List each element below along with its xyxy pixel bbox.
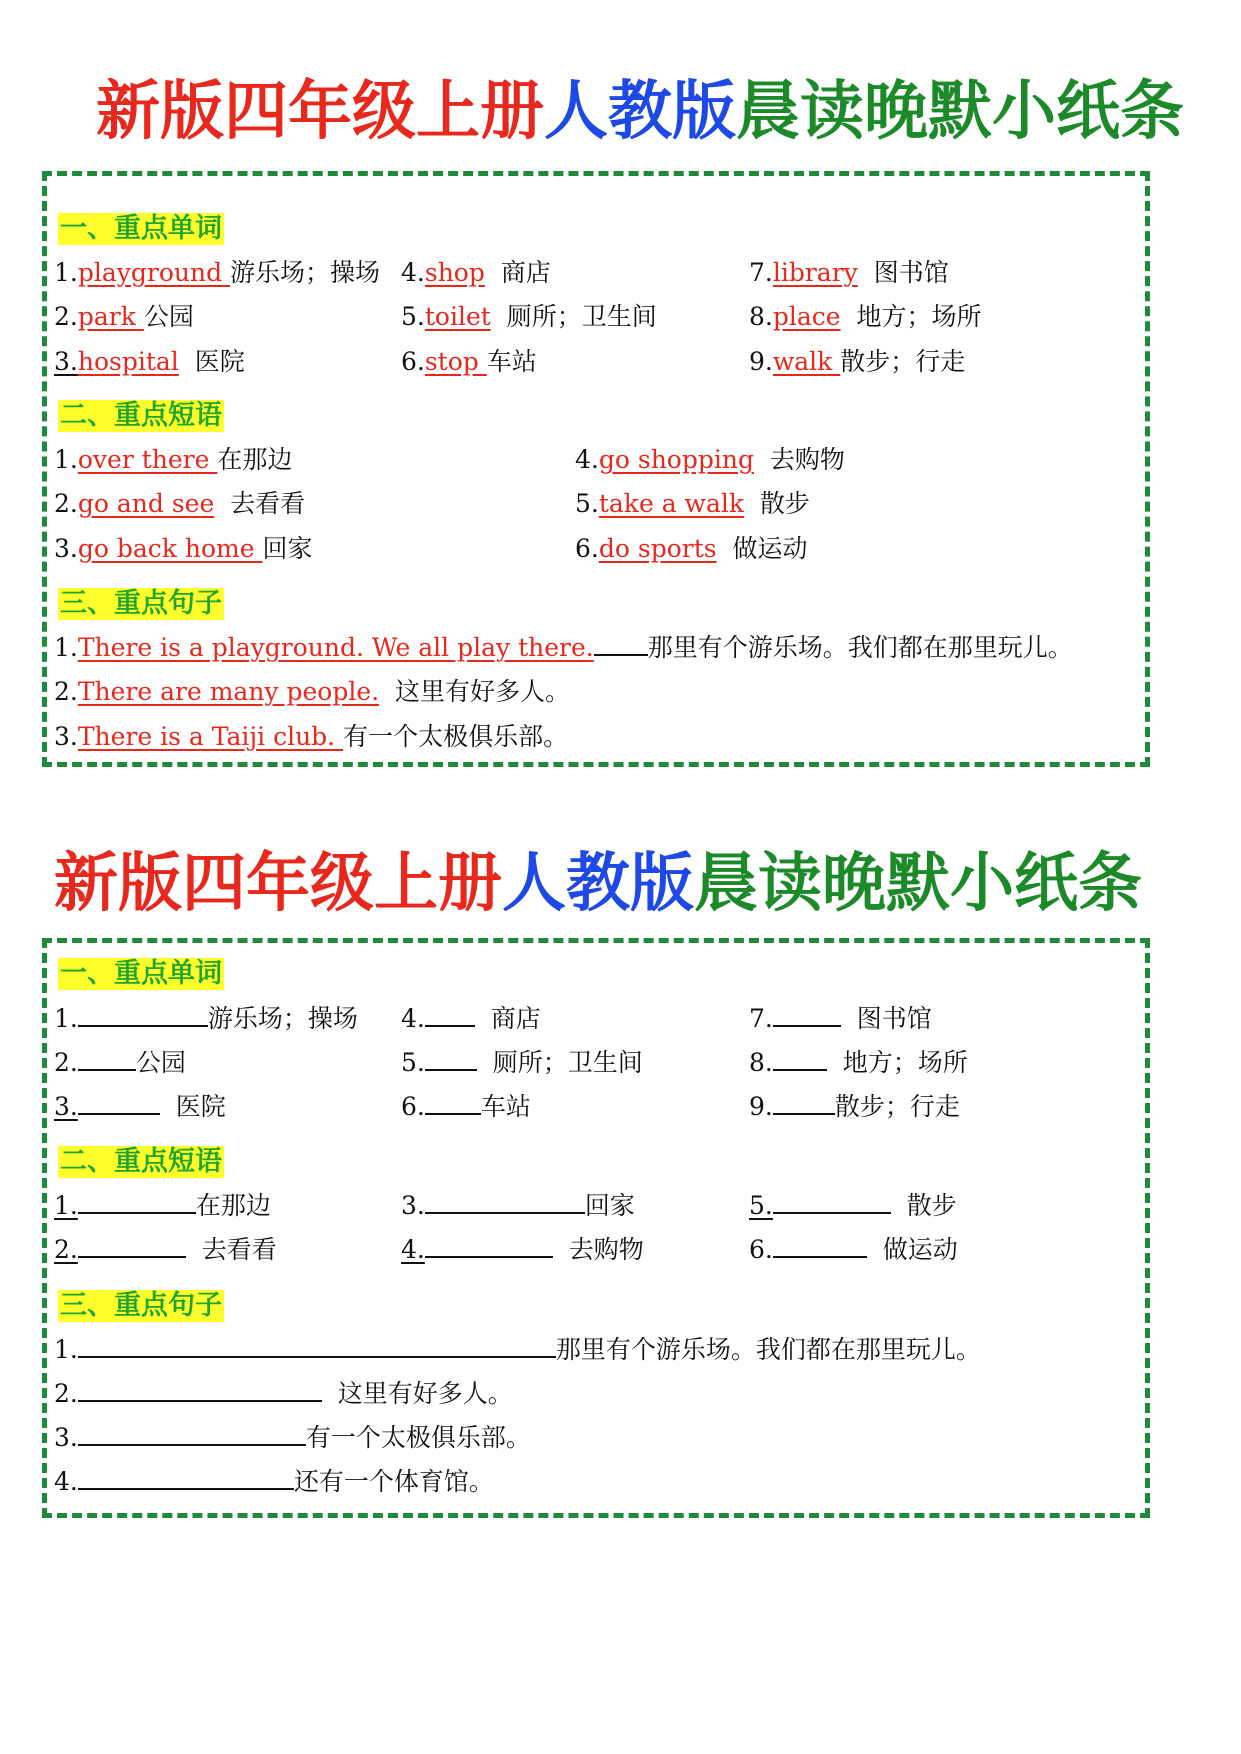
item-number: 4. [401, 258, 425, 287]
section-heading-sentences: 三、重点句子 [60, 588, 222, 619]
fill-in-blank [425, 1234, 553, 1258]
blank-sentence-item [54, 1465, 494, 1499]
chinese-meaning: 地方；场所 [856, 302, 982, 331]
item-number: 4. [401, 1004, 425, 1033]
item-number: 9. [749, 1092, 773, 1121]
chinese-meaning: 去看看 [230, 489, 306, 518]
english-answer: park [77, 302, 144, 331]
chinese-meaning: 这里有好多人。 [395, 677, 571, 706]
chinese-meaning: 图书馆 [873, 258, 949, 287]
blank-sentence-item [54, 1377, 513, 1411]
page-title-top [96, 75, 1184, 149]
english-answer: over there [77, 445, 218, 474]
item-number: 6. [401, 1092, 425, 1121]
item-number: 5. [575, 489, 599, 518]
chinese-meaning: 去看看 [201, 1235, 277, 1264]
item-number: 2. [54, 302, 78, 331]
word-item [749, 345, 965, 379]
english-answer: There are many people. [77, 677, 380, 706]
blank-word-item [54, 1002, 358, 1036]
item-number: 3. [54, 722, 78, 751]
chinese-meaning: 厕所；卫生间 [492, 1048, 643, 1077]
chinese-meaning: 回家 [584, 1191, 635, 1220]
section-heading-phrases: 二、重点短语 [60, 400, 222, 431]
sentence-item [54, 720, 568, 754]
blank-word-item [401, 1002, 541, 1036]
item-number: 1. [54, 1335, 78, 1364]
title-part-green: 晨读晚默小纸条 [736, 75, 1184, 149]
blank-phrase-item [749, 1233, 958, 1267]
blank-word-item [401, 1046, 643, 1080]
chinese-meaning: 还有一个体育馆。 [293, 1467, 494, 1496]
item-number: 4. [401, 1235, 425, 1264]
blank-word-item [54, 1090, 226, 1124]
chinese-meaning: 厕所；卫生间 [506, 302, 657, 331]
blank-sentence-item [54, 1421, 531, 1455]
chinese-meaning: 游乐场；操场 [230, 258, 381, 287]
fill-in-blank [425, 1047, 477, 1071]
item-number: 3. [54, 534, 78, 563]
english-answer: place [772, 302, 841, 331]
chinese-meaning: 商店 [500, 258, 551, 287]
chinese-meaning: 图书馆 [856, 1004, 932, 1033]
fill-in-blank [78, 1422, 306, 1446]
word-item [401, 256, 551, 290]
blank-word-item [401, 1090, 531, 1124]
fill-in-blank [78, 1091, 160, 1115]
item-number: 8. [749, 302, 773, 331]
item-number: 1. [54, 633, 78, 662]
word-item [401, 300, 657, 334]
item-number: 2. [54, 677, 78, 706]
chinese-meaning: 那里有个游乐场。我们都在那里玩儿。 [647, 633, 1073, 662]
phrase-item [575, 532, 808, 566]
fill-in-blank [78, 1047, 136, 1071]
item-number: 6. [575, 534, 599, 563]
item-number: 5. [749, 1191, 773, 1220]
chinese-meaning: 那里有个游乐场。我们都在那里玩儿。 [555, 1335, 981, 1364]
item-number: 4. [575, 445, 599, 474]
item-number: 1. [54, 1004, 78, 1033]
word-item [749, 256, 949, 290]
section-heading-words: 一、重点单词 [60, 213, 222, 244]
phrase-item [54, 487, 305, 521]
english-answer: stop [424, 347, 487, 376]
item-number: 2. [54, 1235, 78, 1264]
title-part-blue: 人教版 [502, 847, 694, 921]
chinese-meaning: 在那边 [195, 1191, 271, 1220]
item-number: 1. [54, 258, 78, 287]
fill-in-blank [773, 1091, 835, 1115]
chinese-meaning: 车站 [486, 347, 537, 376]
item-number: 5. [401, 302, 425, 331]
blank-phrase-item [401, 1189, 635, 1223]
title-part-red: 新版四年级上册 [96, 75, 544, 149]
chinese-meaning: 散步；行走 [840, 347, 966, 376]
section-heading-phrases: 二、重点短语 [60, 1146, 222, 1177]
english-answer: walk [772, 347, 841, 376]
word-item [401, 345, 537, 379]
english-answer: hospital [77, 347, 179, 376]
english-answer: take a walk [598, 489, 745, 518]
fill-in-blank [78, 1378, 322, 1402]
phrase-item [575, 443, 845, 477]
word-item [54, 256, 380, 290]
title-part-red: 新版四年级上册 [54, 847, 502, 921]
item-number: 7. [749, 258, 773, 287]
item-number: 3. [54, 347, 78, 376]
chinese-meaning: 公园 [143, 302, 194, 331]
chinese-meaning: 地方；场所 [842, 1048, 968, 1077]
word-item [749, 300, 981, 334]
english-answer: shop [424, 258, 485, 287]
chinese-meaning: 做运动 [882, 1235, 958, 1264]
english-answer: go shopping [598, 445, 754, 474]
blank-word-item [749, 1002, 932, 1036]
item-number: 2. [54, 489, 78, 518]
chinese-meaning: 散步 [906, 1191, 957, 1220]
item-number: 5. [401, 1048, 425, 1077]
item-number: 9. [749, 347, 773, 376]
blank-phrase-item [54, 1233, 277, 1267]
section-heading-sentences: 三、重点句子 [60, 1290, 222, 1321]
english-answer: There is a playground. We all play there. [77, 633, 594, 662]
blank-phrase-item [54, 1189, 271, 1223]
item-number: 2. [54, 1048, 78, 1077]
fill-in-blank [773, 1234, 867, 1258]
english-answer: toilet [424, 302, 491, 331]
english-answer: go and see [77, 489, 215, 518]
item-number: 3. [401, 1191, 425, 1220]
item-number: 3. [54, 1423, 78, 1452]
item-number: 1. [54, 1191, 78, 1220]
phrase-item [54, 443, 292, 477]
chinese-meaning: 医院 [194, 347, 245, 376]
chinese-meaning: 在那边 [217, 445, 293, 474]
fill-in-blank [773, 1003, 841, 1027]
fill-in-blank [594, 632, 648, 656]
phrase-item [54, 532, 312, 566]
chinese-meaning: 散步 [759, 489, 810, 518]
fill-in-blank [78, 1334, 556, 1358]
chinese-meaning: 散步；行走 [834, 1092, 960, 1121]
item-number: 1. [54, 445, 78, 474]
english-answer: playground [77, 258, 231, 287]
english-answer: do sports [598, 534, 717, 563]
chinese-meaning: 有一个太极俱乐部。 [343, 722, 569, 751]
chinese-meaning: 公园 [135, 1048, 186, 1077]
item-number: 2. [54, 1379, 78, 1408]
chinese-meaning: 这里有好多人。 [337, 1379, 513, 1408]
fill-in-blank [78, 1003, 208, 1027]
chinese-meaning: 有一个太极俱乐部。 [305, 1423, 531, 1452]
chinese-meaning: 去购物 [769, 445, 845, 474]
word-item [54, 300, 194, 334]
page-title-bottom [54, 847, 1142, 921]
english-answer: library [772, 258, 858, 287]
blank-phrase-item [749, 1189, 957, 1223]
fill-in-blank [425, 1003, 475, 1027]
chinese-meaning: 做运动 [732, 534, 808, 563]
item-number: 8. [749, 1048, 773, 1077]
sentence-item [54, 631, 1073, 665]
item-number: 6. [401, 347, 425, 376]
chinese-meaning: 去购物 [568, 1235, 644, 1264]
item-number: 3. [54, 1092, 78, 1121]
blank-sentence-item [54, 1333, 981, 1367]
fill-in-blank [425, 1091, 481, 1115]
chinese-meaning: 医院 [175, 1092, 226, 1121]
item-number: 6. [749, 1235, 773, 1264]
title-part-green: 晨读晚默小纸条 [694, 847, 1142, 921]
chinese-meaning: 商店 [490, 1004, 541, 1033]
blank-word-item [54, 1046, 186, 1080]
title-part-blue: 人教版 [544, 75, 736, 149]
fill-in-blank [425, 1190, 585, 1214]
section-heading-words: 一、重点单词 [60, 958, 222, 989]
chinese-meaning: 游乐场；操场 [207, 1004, 358, 1033]
fill-in-blank [78, 1190, 196, 1214]
fill-in-blank [78, 1466, 294, 1490]
fill-in-blank [773, 1190, 891, 1214]
english-answer: go back home [77, 534, 263, 563]
fill-in-blank [773, 1047, 827, 1071]
blank-word-item [749, 1090, 960, 1124]
sentence-item [54, 675, 570, 709]
item-number: 4. [54, 1467, 78, 1496]
blank-phrase-item [401, 1233, 644, 1267]
phrase-item [575, 487, 810, 521]
fill-in-blank [78, 1234, 186, 1258]
item-number: 7. [749, 1004, 773, 1033]
chinese-meaning: 车站 [480, 1092, 531, 1121]
blank-word-item [749, 1046, 968, 1080]
word-item [54, 345, 245, 379]
english-answer: There is a Taiji club. [77, 722, 344, 751]
chinese-meaning: 回家 [262, 534, 313, 563]
